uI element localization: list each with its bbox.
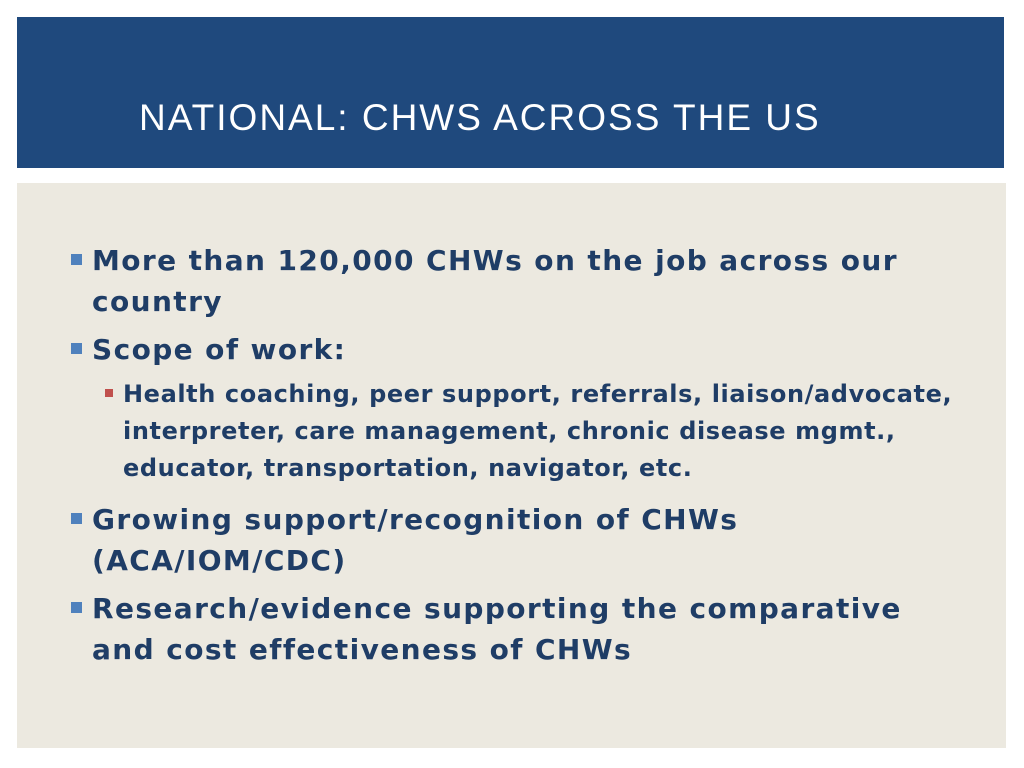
bullet-item-research xyxy=(92,588,962,670)
bullet-item-scope xyxy=(92,329,962,370)
slide-title: NATIONAL: CHWS ACROSS THE US xyxy=(139,97,821,138)
sub-bullet-item-roles xyxy=(123,376,973,487)
title-band xyxy=(17,17,1004,168)
content-panel xyxy=(17,183,1006,748)
bullet-text: Growing support/recognition of CHWs (ACA/IOM/CDC) xyxy=(92,503,739,577)
sub-bullet-text: Health coaching, peer support, referrals, liaison/advocate, interpreter, care management, chronic disease mgmt., educator, transportation, navigator, etc. xyxy=(123,380,953,482)
small-square-bullet-icon xyxy=(105,389,113,397)
bullet-item-chw-count xyxy=(92,240,962,322)
bullet-text: Scope of work: xyxy=(92,333,347,366)
square-bullet-icon xyxy=(71,254,82,265)
square-bullet-icon xyxy=(71,602,82,613)
bullet-text: Research/evidence supporting the comparative and cost effectiveness of CHWs xyxy=(92,592,902,666)
square-bullet-icon xyxy=(71,343,82,354)
square-bullet-icon xyxy=(71,513,82,524)
bullet-text: More than 120,000 CHWs on the job across our country xyxy=(92,244,898,318)
bullet-item-support xyxy=(92,499,962,581)
